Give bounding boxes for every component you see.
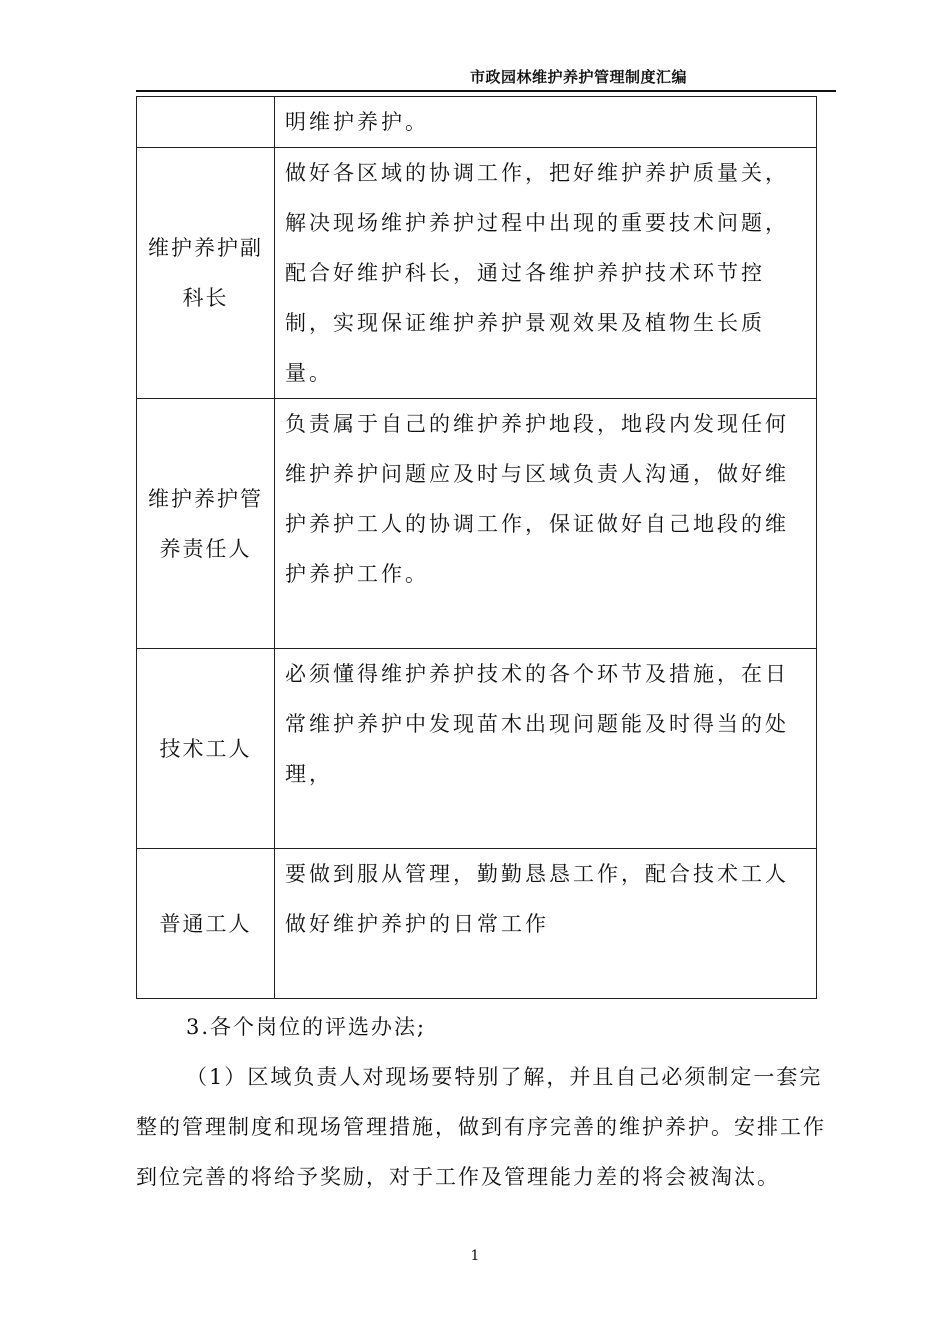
section-heading: 3.各个岗位的评选办法; (186, 1015, 427, 1039)
role-cell (137, 97, 275, 148)
role-cell: 普通工人 (137, 849, 275, 999)
description-cell: 必须懂得维护养护技术的各个环节及措施，在日常维护养护中发现苗木出现问题能及时得当的处理， (275, 649, 817, 849)
role-cell (137, 399, 275, 649)
description-cell: 要做到服从管理，勤勤恳恳工作，配合技术工人做好维护养护的日常工作 (275, 849, 817, 999)
table-row (137, 649, 817, 849)
description-cell: 负责属于自己的维护养护地段，地段内发现任何维护养护问题应及时与区域负责人沟通，做好维护养护工人的协调工作，保证做好自己地段的维护养护工作。 (275, 399, 817, 649)
table-row (137, 97, 817, 148)
role-label: 维护养护管养责任人 (148, 486, 263, 561)
role-label: 维护养护副科长 (148, 236, 263, 310)
table-row (137, 148, 817, 399)
role-cell (137, 148, 275, 399)
description-cell: 明维护养护。 (275, 97, 817, 148)
duty-table (136, 96, 817, 999)
role-cell: 技术工人 (137, 649, 275, 849)
section-paragraph: （1）区域负责人对现场要特别了解，并且自己必须制定一套完整的管理制度和现场管理措施，做到有序完善的维护养护。安排工作到位完善的将给予奖励，对于工作及管理能力差的将会被淘汰。 (136, 1065, 826, 1189)
table-row (137, 849, 817, 999)
document-header-title: 市政园林维护养护管理制度汇编 (470, 68, 688, 86)
header-rule (136, 90, 836, 92)
page-number: 1 (470, 1248, 480, 1264)
description-cell: 做好各区域的协调工作，把好维护养护质量关，解决现场维护养护过程中出现的重要技术问题，配合好维护科长，通过各维护养护技术环节控制，实现保证维护养护景观效果及植物生长质量。 (275, 148, 817, 399)
table-row (137, 399, 817, 649)
